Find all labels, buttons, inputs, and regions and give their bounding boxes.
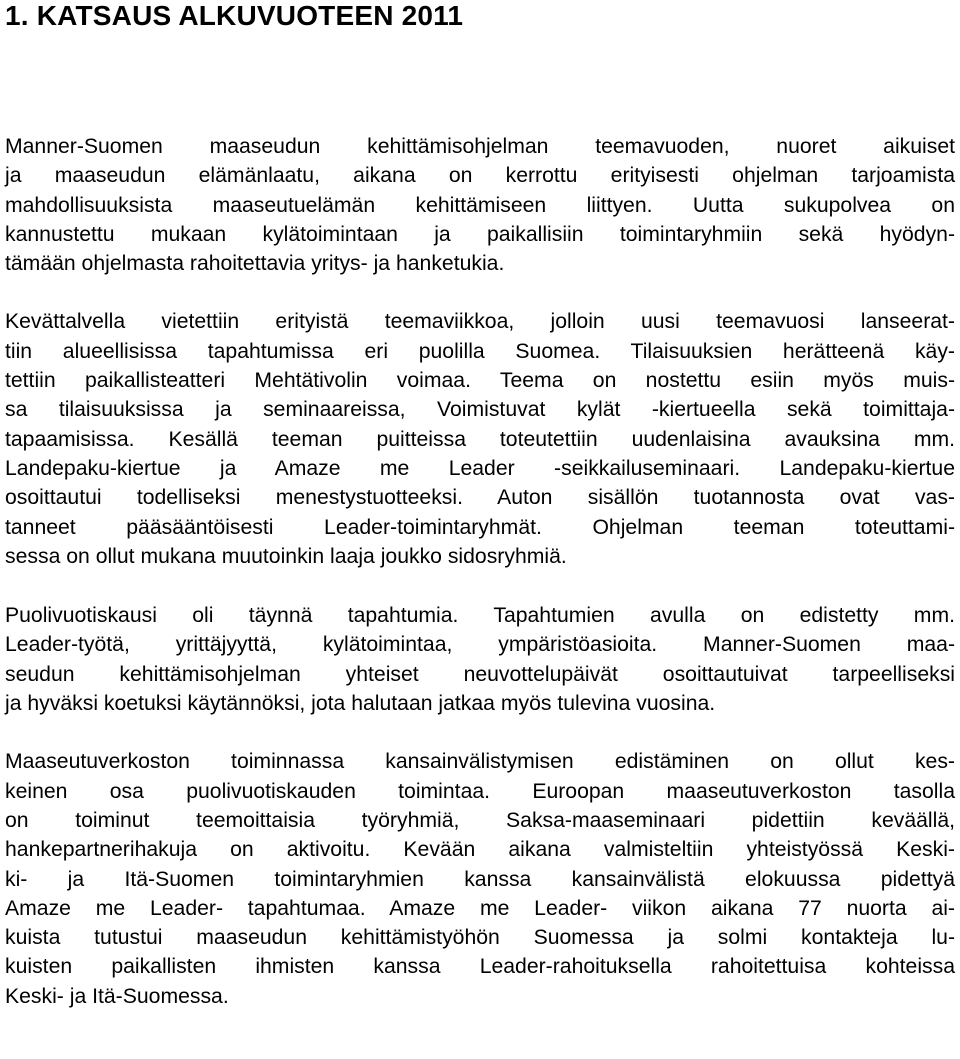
document-page — [5, 0, 955, 1011]
text-line: seudun kehittämisohjelman yhteiset neuvottelupäivät osoittautuivat tarpeelliseksi — [5, 662, 955, 686]
text-line: Maaseutuverkoston toiminnassa kansainvälistymisen edistäminen on ollut kes- — [5, 750, 955, 774]
text-line: Amaze me Leader- tapahtumaa. Amaze me Leader- viikon aikana 77 nuorta ai- — [5, 896, 955, 920]
text-line: tiin alueellisissa tapahtumissa eri puolilla Suomea. Tilaisuuksien herätteenä käy- — [5, 339, 955, 363]
text-line: kannustettu mukaan kylätoimintaan ja paikallisiin toimintaryhmiin sekä hyödyn- — [5, 222, 955, 246]
text-line: Keski- ja Itä-Suomessa. — [5, 984, 229, 1008]
text-line: mahdollisuuksista maaseutuelämän kehittämiseen liittyen. Uutta sukupolvea on — [5, 193, 955, 217]
paragraph-theme-year — [5, 132, 955, 278]
text-line: hankepartnerihakuja on aktivoitu. Kevään aikana valmisteltiin yhteistyössä Keski- — [5, 838, 955, 862]
text-line: kuista tutustui maaseudun kehittämistyöhön Suomessa ja solmi kontakteja lu- — [5, 926, 955, 950]
text-line: ja hyväksi koetuksi käytännöksi, jota halutaan jatkaa myös tulevina vuosina. — [5, 692, 716, 716]
text-line: ki- ja Itä-Suomen toimintaryhmien kanssa kansainvälistä elokuussa pidettyä — [5, 867, 955, 891]
text-line: tanneet pääsääntöisesti Leader-toimintaryhmät. Ohjelman teeman toteuttami- — [5, 515, 955, 539]
text-line: Puolivuotiskausi oli täynnä tapahtumia. Tapahtumien avulla on edistetty mm. — [5, 604, 955, 628]
text-line: tettiin paikallisteatteri Mehtätivolin voimaa. Teema on nostettu esiin myös muis- — [5, 369, 955, 393]
text-line: Landepaku-kiertue ja Amaze me Leader -seikkailuseminaari. Landepaku-kiertue — [5, 456, 955, 480]
page-title: 1. KATSAUS ALKUVUOTEEN 2011 — [5, 0, 464, 31]
paragraph-internationalisation — [5, 747, 955, 1011]
text-line: Manner-Suomen maaseudun kehittämisohjelman teemavuoden, nuoret aikuiset — [5, 135, 955, 158]
paragraph-events — [5, 601, 955, 718]
text-line: Kevättalvella vietettiin erityistä teemaviikkoa, jolloin uusi teemavuosi lanseerat- — [5, 310, 955, 334]
text-line: tämään ohjelmasta rahoitettavia yritys- ja hanketukia. — [5, 252, 505, 276]
text-line: tapaamisissa. Kesällä teeman puitteissa toteutettiin uudenlaisina avauksina mm. — [5, 427, 955, 451]
paragraph-theme-week — [5, 307, 955, 571]
text-line: keinen osa puolivuotiskauden toimintaa. Euroopan maaseutuverkoston tasolla — [5, 779, 955, 803]
text-line: Leader-työtä, yrittäjyyttä, kylätoimintaa, ympäristöasioita. Manner-Suomen maa- — [5, 633, 955, 657]
text-line: kuisten paikallisten ihmisten kanssa Leader-rahoituksella rahoitettuisa kohteissa — [5, 955, 955, 979]
text-line: sessa on ollut mukana muutoinkin laaja joukko sidosryhmiä. — [5, 544, 567, 568]
text-line: on toiminut teemoittaisia työryhmiä, Saksa-maaseminaari pidettiin keväällä, — [5, 808, 955, 832]
text-line: ja maaseudun elämänlaatu, aikana on kerrottu erityisesti ohjelman tarjoamista — [5, 164, 955, 188]
text-line: osoittautui todelliseksi menestystuotteeksi. Auton sisällön tuotannosta ovat vas- — [5, 486, 955, 510]
text-line: sa tilaisuuksissa ja seminaareissa, Voimistuvat kylät -kiertueella sekä toimittaja- — [5, 398, 955, 422]
